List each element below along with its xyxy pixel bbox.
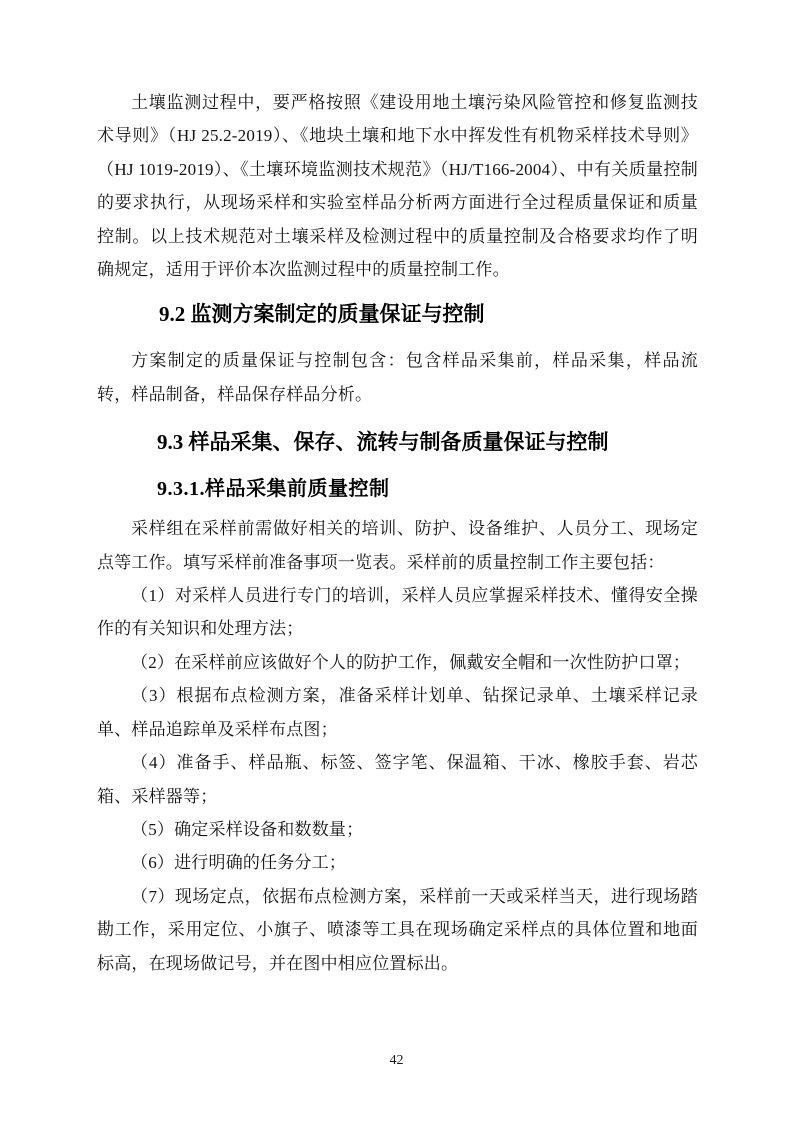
body-paragraph: 方案制定的质量保证与控制包含：包含样品采集前，样品采集，样品流转，样品制备，样品保存样品分析。 — [97, 351, 698, 404]
body-paragraph: 采样组在采样前需做好相关的培训、防护、设备维护、人员分工、现场定点等工作。填写采样前准备事项一览表。采样前的质量控制工作主要包括： — [97, 519, 698, 572]
page-number: 42 — [389, 1053, 404, 1068]
page-footer — [0, 1051, 793, 1069]
body-paragraph: （7）现场定点，依据布点检测方案，采样前一天或采样当天，进行现场踏勘工作，采用定位、小旗子、喷漆等工具在现场确定采样点的具体位置和地面标高，在现场做记号，并在图中相应位置标出。 — [97, 886, 698, 973]
body-paragraph: （2）在采样前应该做好个人的防护工作，佩戴安全帽和一次性防护口罩； — [131, 652, 691, 672]
body-paragraph: （6）进行明确的任务分工； — [131, 853, 347, 873]
body-paragraph: 土壤监测过程中，要严格按照《建设用地土壤污染风险管控和修复监测技术导则》（HJ 25.2-2019）、《地块土壤和地下水中挥发性有机物采样技术导则》（HJ 1019-2019）、《土壤环境监测技术规范》（HJ/T166-2004）、中有关质量控制的要求执行，从现场采样和实验室样品分析两方面进行全过程质量保证和质量控制。以上技术规范对土壤采样及检测过程中的质量控制及合格要求均作了明确规定，适用于评价本次监测过程中的质量控制工作。 — [97, 93, 698, 280]
body-paragraph: （1）对采样人员进行专门的培训，采样人员应掌握采样技术、懂得安全操作的有关知识和处理方法； — [97, 586, 698, 639]
body-paragraph: （3）根据布点检测方案，准备采样计划单、钻探记录单、土壤采样记录单、样品追踪单及采样布点图； — [97, 686, 698, 739]
section-heading: 9.3 样品采集、保存、流转与制备质量保证与控制 — [157, 430, 609, 455]
body-paragraph: （5）确定采样设备和数数量； — [131, 819, 364, 839]
document-content — [97, 86, 698, 980]
section-heading: 9.3.1.样品采集前质量控制 — [157, 478, 390, 501]
section-heading: 9.2 监测方案制定的质量保证与控制 — [159, 302, 485, 327]
body-paragraph: （4）准备手、样品瓶、标签、签字笔、保温箱、干冰、橡胶手套、岩芯箱、采样器等； — [97, 753, 698, 806]
